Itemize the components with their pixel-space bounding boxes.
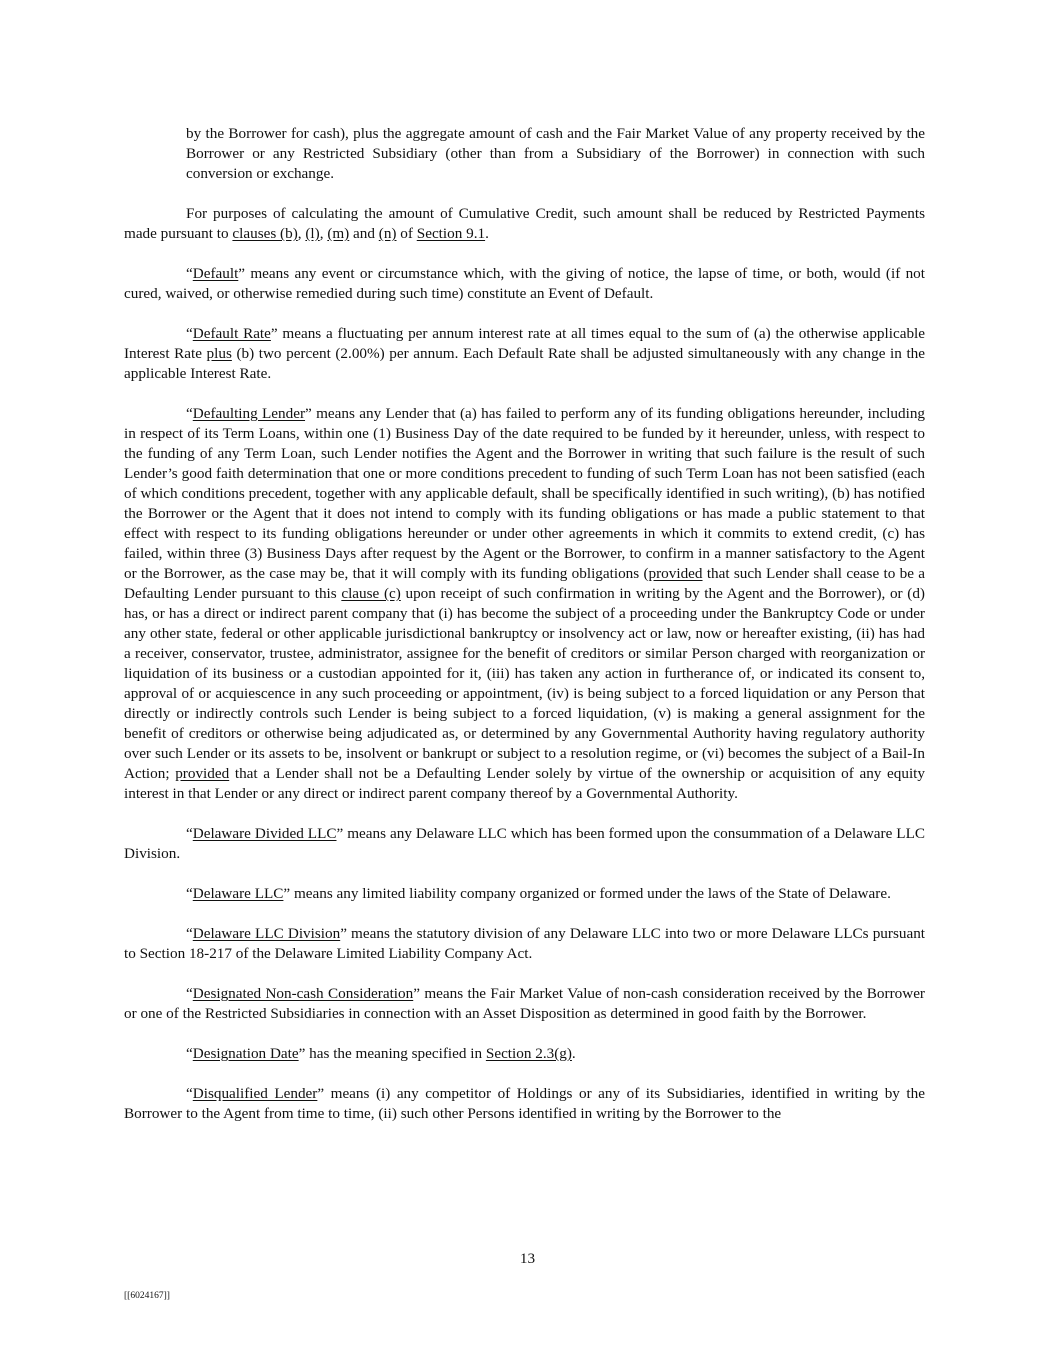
cross-reference: Section 9.1 [416, 225, 486, 242]
cross-reference: Delaware LLC [192, 885, 284, 902]
cross-reference: Delaware LLC Division [192, 925, 341, 942]
paragraph [124, 984, 925, 1024]
cross-reference: clauses (b) [232, 225, 298, 242]
cross-reference: provided [648, 565, 703, 582]
page-number: 13 [519, 1250, 536, 1267]
paragraph-text: “ [186, 325, 193, 342]
paragraph-text: ” means any limited liability company organized or formed under the laws of the State of Delaware. [283, 885, 891, 902]
cross-reference: Disqualified Lender [192, 1085, 318, 1102]
document-body [124, 124, 925, 1144]
cross-reference: (n) [378, 225, 397, 242]
paragraph-text: “ [186, 885, 193, 902]
cross-reference: provided [175, 765, 230, 782]
paragraph-text: “ [186, 925, 193, 942]
paragraph-text: of [396, 225, 417, 242]
paragraph-text: “ [186, 1085, 193, 1102]
paragraph [124, 1044, 925, 1064]
paragraph-text: ” means (i) any competitor of Holdings or any of its Subsidiaries, identified in writing by the Borrower to the Agent from time to time, (ii) such other Persons identified in writing by the Borrower to the [124, 1085, 925, 1122]
paragraph-text: “ [186, 825, 193, 842]
paragraph-text: that such Lender shall cease to be a Defaulting Lender pursuant to this [124, 565, 925, 602]
paragraph [124, 324, 925, 384]
paragraph-text: “ [186, 985, 193, 1002]
cross-reference: Designated Non-cash Consideration [192, 985, 414, 1002]
paragraph [124, 884, 925, 904]
paragraph [124, 1084, 925, 1124]
paragraph-text: “ [186, 405, 193, 422]
paragraph-text: “ [186, 1045, 193, 1062]
cross-reference: (m) [327, 225, 350, 242]
paragraph [124, 404, 925, 804]
cross-reference: Default Rate [192, 325, 271, 342]
paragraph [124, 204, 925, 244]
paragraph-text: ” means any event or circumstance which, with the giving of notice, the lapse of time, or both, would (if not cured, waived, or otherwise remedied during such time) constitute an Event of Default. [124, 265, 925, 302]
paragraph-text: by the Borrower for cash), plus the aggregate amount of cash and the Fair Market Value of any property received by the Borrower or any Restricted Subsidiary (other than from a Subsidiary of the Borrower) in connection with such conversion or exchange. [186, 125, 925, 182]
paragraph-text: . [485, 225, 489, 242]
paragraph-text: . [571, 1045, 576, 1062]
paragraph-text: ” means a fluctuating per annum interest rate at all times equal to the sum of (a) the otherwise applicable Interest Rate [124, 325, 925, 362]
paragraph [186, 124, 925, 184]
paragraph [124, 264, 925, 304]
cross-reference: Section 2.3(g) [485, 1045, 572, 1062]
paragraph-text: , [297, 225, 306, 242]
paragraph-text: (b) two percent (2.00%) per annum. Each Default Rate shall be adjusted simultaneously with any change in the applicable Interest Rate. [124, 345, 926, 382]
paragraph-text: “ [186, 265, 193, 282]
paragraph-text: that a Lender shall not be a Defaulting Lender solely by virtue of the ownership or acquisition of any equity interest in that Lender or any direct or indirect parent company thereof by a Governmental Authority. [124, 765, 925, 802]
paragraph [124, 924, 925, 964]
cross-reference: Designation Date [192, 1045, 299, 1062]
cross-reference: Delaware Divided LLC [192, 825, 337, 842]
cross-reference: clause (c) [341, 585, 401, 602]
paragraph-text: and [349, 225, 379, 242]
document-id: [[6024167]] [124, 1291, 170, 1301]
paragraph-text: ” has the meaning specified in [298, 1045, 486, 1062]
cross-reference: Defaulting Lender [192, 405, 306, 422]
cross-reference: Default [192, 265, 239, 282]
cross-reference: plus [206, 345, 232, 362]
paragraph-text: For purposes of calculating the amount of Cumulative Credit, such amount shall be reduced by Restricted Payments made pursuant to [124, 205, 925, 242]
cross-reference: (l) [305, 225, 320, 242]
paragraph-text: ” means any Lender that (a) has failed to perform any of its funding obligations hereunder, including in respect of its Term Loans, within one (1) Business Day of the date required to be funded by it hereunder, unless, with respect to the funding of any Term Loan, such Lender notifies the Agent and the Borrower in writing that such failure is the result of such Lender’s good faith determination that one or more conditions precedent to funding of such Term Loan has not been satisfied (each of which conditions precedent, together with any applicable default, shall be specifically identified in such writing), (b) has notified the Borrower or the Agent that it does not intend to comply with its funding obligations or has made a public statement to that effect with respect to its funding obligations hereunder or under other agreements in which it commits to extend credit, (c) has failed, within three (3) Business Days after request by the Agent or the Borrower, to confirm in a manner satisfactory to the Agent or the Borrower, as the case may be, that it will comply with its funding obligations ( [124, 405, 926, 582]
paragraph-text: upon receipt of such confirmation in writing by the Agent and the Borrower), or (d) has, or has a direct or indirect parent company that (i) has become the subject of a proceeding under the Bankruptcy Code or under any other state, federal or other applicable jurisdictional bankruptcy or insolvency act or law, now or hereafter existing, (ii) has had a receiver, conservator, trustee, administrator, assignee for the benefit of creditors or similar Person charged with reorganization or liquidation of its business or a custodian appointed for it, (iii) has taken any action in furtherance of, or indicated its consent to, approval of or acquiescence in any such proceeding or appointment, (iv) is being subject to a forced liquidation or any Person that directly or indirectly controls such Lender is being subject to a forced liquidation, (v) is making a general assignment for the benefit of creditors or otherwise being adjudicated as, or determined by any Governmental Authority having regulatory authority over such Lender or its assets to be, insolvent or bankrupt or subject to a resolution regime, or (vi) becomes the subject of a Bail-In Action; [124, 585, 925, 782]
paragraph-text: ” means any Delaware LLC which has been formed upon the consummation of a Delaware LLC Division. [124, 825, 925, 862]
paragraph-text: ” means the statutory division of any Delaware LLC into two or more Delaware LLCs pursuant to Section 18-217 of the Delaware Limited Liability Company Act. [124, 925, 926, 962]
paragraph [124, 824, 925, 864]
paragraph-text: , [319, 225, 328, 242]
paragraph-text: ” means the Fair Market Value of non-cash consideration received by the Borrower or one of the Restricted Subsidiaries in connection with an Asset Disposition as determined in good faith by the Borrower. [124, 985, 925, 1022]
